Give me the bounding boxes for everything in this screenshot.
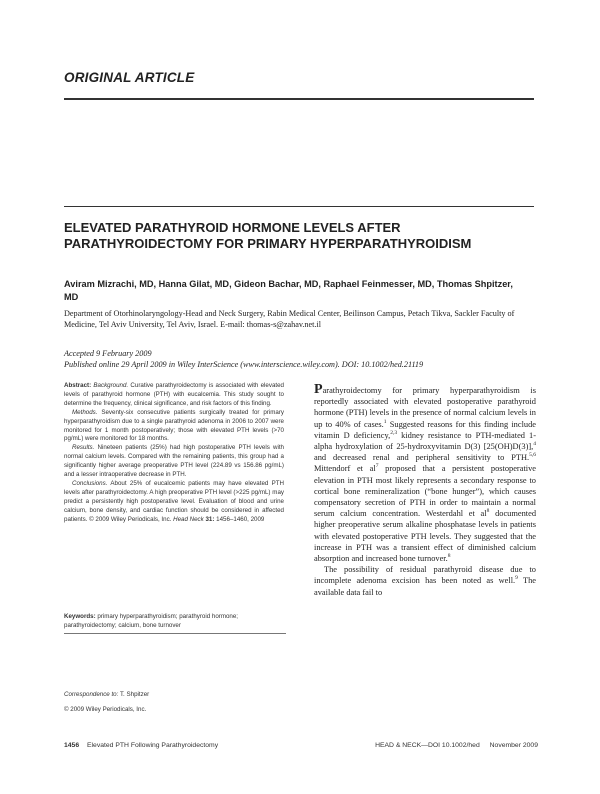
body-text-run: documented higher preoperative serum alkaline phosphatase levels in patients with elevated postoperative PTH levels. They suggested that the increase in PTH was a transient effect of diminished calcium absorption and increased bone turnover. (314, 509, 537, 564)
abstract (64, 382, 284, 525)
methods-text: Seventy-six consecutive patients surgically treated for primary hyperparathyroidism due to a single parathyroid adenoma in 2006 to 2007 were monitored for 1 month postoperatively; those with elevated PTH levels (>70 pg/mL) were monitored for 18 months. (64, 408, 284, 443)
reference-link[interactable]: 2,3 (390, 430, 398, 437)
citation-journal: Head Neck (173, 515, 204, 523)
body-text-run: The possibility of residual parathyroid disease due to incomplete adenoma excision has been noted as well. (314, 565, 536, 586)
abstract-rule (64, 633, 286, 634)
reference-link[interactable]: 8 (447, 553, 451, 560)
results-label: Results. (72, 444, 95, 452)
citation-volume: 31: (205, 515, 215, 523)
body-text-run: proposed that a persistent postoperative elevation in PTH most likely represents a secondary response to cortical bone remineralization (“bone hunger”), which causes compensatory secretion of PTH in order to maintain a normal serum calcium concentration. Westerdahl et al (314, 464, 536, 519)
section-label: ORIGINAL ARTICLE (64, 70, 195, 85)
abstract-label: Abstract: (64, 382, 92, 389)
conclusions-text: About 25% of eucalcemic patients may have elevated PTH levels after parathyroidectomy. A high preoperative PTH level (>225 pg/mL) may predict a persistently high postoperative level. Evaluation of blood and urine calcium, bone density, and cardiac function should be considered in affected patients. (64, 479, 284, 523)
accepted-date: Accepted 9 February 2009 (64, 349, 152, 358)
results-text: Nineteen patients (25%) had high postoperative PTH levels with normal calcium levels. Compared with the remaining patients, this group had a significantly higher average preoperative PTH level (224.89 vs 156.86 pg/mL) and a lesser intraoperative decrease in PTH. (64, 444, 284, 479)
body-text-run: arathyroidectomy for primary hyperparathyroidism is reportedly associated with elevated postoperative parathyroid hormone (PTH) levels in the presence of normal calcium levels in up to 40% of cases. (314, 386, 536, 429)
body-text-run: The available data fail to (314, 576, 537, 597)
reference-link[interactable]: 4 (533, 441, 536, 448)
article-dates (64, 348, 534, 370)
body-text-run: Suggested reasons for this finding include vitamin D deficiency, (314, 419, 536, 440)
correspondence (64, 690, 284, 699)
abstract-results (64, 444, 284, 480)
body-paragraph-2 (314, 564, 536, 598)
running-title: Elevated PTH Following Parathyroidectomy (87, 742, 219, 749)
affiliation: Department of Otorhinolaryngology-Head and Neck Surgery, Rabin Medical Center, Beilinson Campus, Petach Tikva, Sackler Faculty of Medicine, Tel Aviv University, Tel Aviv, Israel. E-mail: thomas-s@zahav.net.il (64, 309, 515, 329)
footer-journal: HEAD & NECK—DOI 10.1002/hed (375, 742, 480, 749)
keywords-text: primary hyperparathyroidism; parathyroid hormone; parathyroidectomy; calcium, bone turnover (64, 613, 239, 629)
citation-pages: 1456–1460, 2009 (216, 515, 265, 523)
body-text-run: and decreased renal and peripheral sensitivity to PTH. (314, 453, 530, 463)
reference-link[interactable]: 9 (515, 575, 518, 582)
background-text: Curative parathyroidectomy is associated with elevated levels of parathyroid hormone (PTH) with eucalcemia. This study sought to determine the frequency, clinical significance, and risk factors of this finding. (64, 382, 284, 407)
correspondence-label: Correspondence to: (64, 691, 119, 698)
author-list: Aviram Mizrachi, MD, Hanna Gilat, MD, Gideon Bachar, MD, Raphael Feinmesser, MD, Thomas Shpitzer, MD (64, 279, 513, 302)
copyright: © 2009 Wiley Periodicals, Inc. (64, 706, 147, 713)
correspondence-name: T. Shpitzer (119, 691, 150, 698)
page-number: 1456 (64, 742, 80, 749)
reference-link[interactable]: 1 (383, 418, 387, 425)
body-text-run: Mittendorf et al (314, 464, 376, 474)
reference-link[interactable]: 8 (486, 508, 490, 515)
abstract-conclusions (64, 480, 284, 525)
top-rule (64, 98, 534, 100)
footer-date: November 2009 (489, 742, 538, 749)
reference-link[interactable]: 5,6 (529, 452, 536, 459)
drop-cap: P (314, 382, 323, 397)
abstract-background (64, 382, 284, 409)
published-info: Published online 29 April 2009 in Wiley InterScience (www.interscience.wiley.com). DOI: 10.1002/hed.21119 (64, 360, 424, 369)
abstract-methods (64, 409, 284, 445)
title-rule (64, 206, 534, 207)
body-text-run: kidney resistance to PTH-mediated 1-alpha hydroxylation of 25-hydroxyvitamin D(3) [25(OH)D(3)], (314, 430, 537, 452)
body-text (314, 384, 536, 598)
article-title: ELEVATED PARATHYROID HORMONE LEVELS AFTER PARATHYROIDECTOMY FOR PRIMARY HYPERPARATHYROIDISM (64, 220, 472, 251)
keywords-label: Keywords: (64, 613, 96, 620)
keywords (64, 613, 284, 631)
abstract-copyright: © 2009 Wiley Periodicals, Inc. (89, 515, 172, 523)
reference-link[interactable]: 7 (375, 463, 379, 470)
conclusions-label: Conclusions. (72, 479, 108, 487)
methods-label: Methods. (72, 408, 98, 416)
body-paragraph-1 (314, 384, 536, 564)
background-label: Background. (93, 382, 129, 389)
